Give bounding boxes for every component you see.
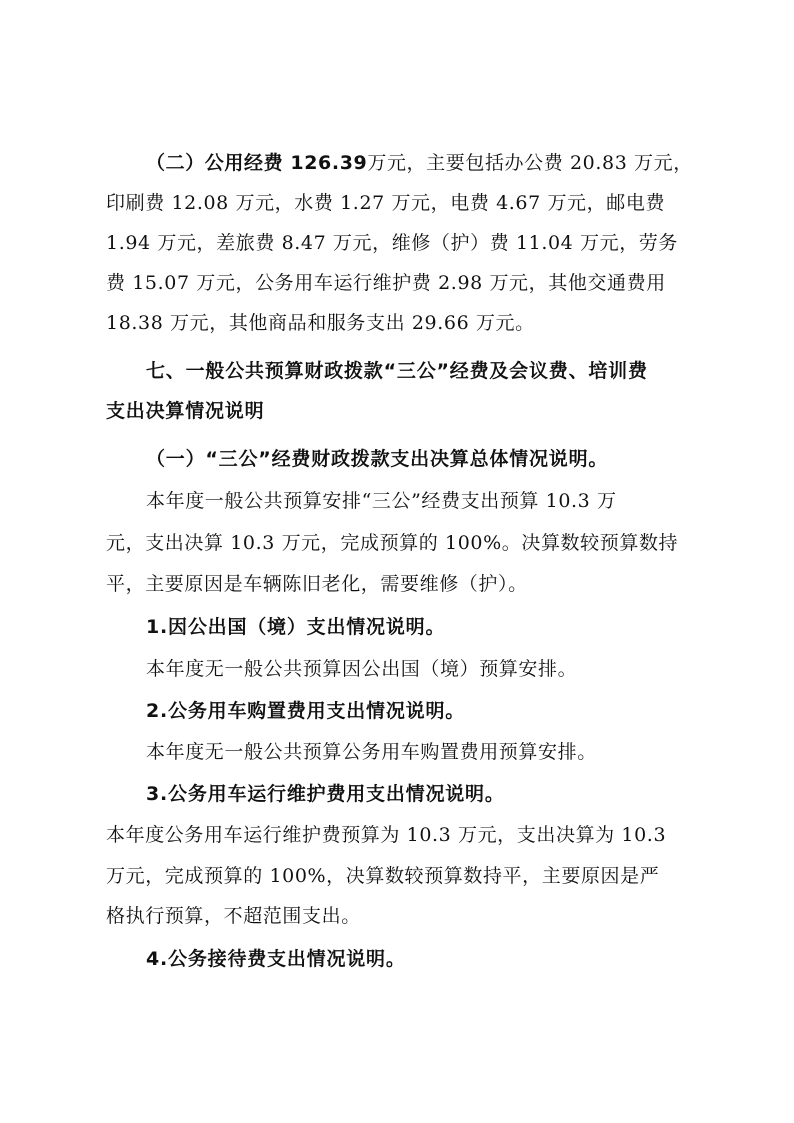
public-funds-heading: （二）公用经费 126.39	[146, 152, 368, 174]
vehicle-operation-line-2: 万元，完成预算的 100%，决算数较预算数持平，主要原因是严	[106, 865, 660, 887]
public-funds-line-4: 费 15.07 万元，公务用车运行维护费 2.98 万元，其他交通费用	[106, 272, 666, 294]
section-7-heading-line-1: 七、一般公共预算财政拨款“三公”经费及会议费、培训费	[146, 360, 648, 382]
reception-expense-heading: 4.公务接待费支出情况说明。	[146, 948, 406, 970]
public-funds-line-5: 18.38 万元，其他商品和服务支出 29.66 万元。	[106, 312, 535, 334]
vehicle-purchase-heading: 2.公务用车购置费用支出情况说明。	[146, 700, 466, 722]
overview-line-3: 平，主要原因是车辆陈旧老化，需要维修（护）。	[106, 573, 528, 595]
overview-line-1: 本年度一般公共预算安排“三公”经费支出预算 10.3 万	[146, 490, 617, 512]
section-7-heading-line-2: 支出决算情况说明	[106, 400, 265, 422]
vehicle-purchase-text: 本年度无一般公共预算公务用车购置费用预算安排。	[146, 741, 597, 763]
public-funds-line-1	[146, 150, 696, 176]
public-funds-line-1-text: 万元，主要包括办公费 20.83 万元，	[367, 152, 693, 174]
overseas-travel-heading: 1.因公出国（境）支出情况说明。	[146, 616, 446, 638]
public-funds-line-2: 印刷费 12.08 万元，水费 1.27 万元，电费 4.67 万元，邮电费	[106, 192, 666, 214]
three-public-overview-heading: （一）“三公”经费财政拨款支出决算总体情况说明。	[146, 448, 609, 470]
vehicle-operation-line-3: 格执行预算，不超范围支出。	[106, 905, 361, 927]
public-funds-line-3: 1.94 万元，差旅费 8.47 万元，维修（护）费 11.04 万元，劳务	[106, 232, 679, 254]
overview-line-2: 元，支出决算 10.3 万元，完成预算的 100%。决算数较预算数持	[106, 532, 679, 554]
vehicle-operation-heading: 3.公务用车运行维护费用支出情况说明。	[146, 783, 505, 805]
overseas-travel-text: 本年度无一般公共预算因公出国（境）预算安排。	[146, 658, 578, 680]
vehicle-operation-line-1: 本年度公务用车运行维护费预算为 10.3 万元，支出决算为 10.3	[106, 824, 667, 846]
